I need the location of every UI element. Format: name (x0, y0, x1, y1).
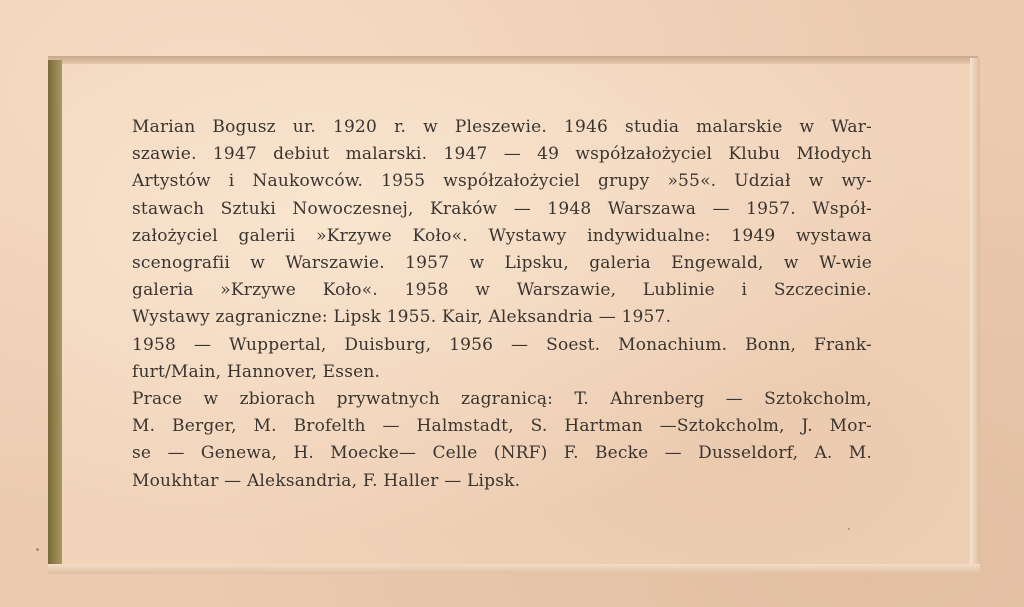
text-line: furt/Main, Hannover, Essen. (132, 361, 381, 382)
biography-text (132, 114, 872, 495)
text-line: szawie. 1947 debiut malarski. 1947 — 49 współzałożyciel Klubu Młodych (132, 144, 872, 165)
text-line: Marian Bogusz ur. 1920 r. w Pleszewie. 1946 studia malarskie w War- (132, 117, 872, 137)
card-edge-top (48, 56, 978, 64)
text-line: Prace w zbiorach prywatnych zagranicą: T. Ahrenberg — Sztokcholm, (132, 389, 872, 410)
text-line: Wystawy zagraniczne: Lipsk 1955. Kair, Aleksandria — 1957. (132, 307, 672, 328)
text-line: założyciel galerii »Krzywe Koło«. Wystawy indywidualne: 1949 wystawa (132, 225, 872, 246)
text-line: Moukhtar — Aleksandria, F. Haller — Lipsk. (132, 470, 521, 491)
text-line: M. Berger, M. Brofelth — Halmstadt, S. Hartman —Sztokcholm, J. Mor- (132, 416, 872, 437)
text-line: se — Genewa, H. Moecke— Celle (NRF) F. Becke — Dusseldorf, A. M. (132, 443, 872, 464)
text-line: Artystów i Naukowców. 1955 współzałożyciel grupy »55«. Udział w wy- (132, 171, 872, 192)
card-edge-bottom (48, 564, 980, 574)
card-edge-left (48, 60, 62, 572)
text-line: stawach Sztuki Nowoczesnej, Kraków — 1948 Warszawa — 1957. Współ- (132, 198, 872, 219)
card-edge-right (970, 58, 980, 572)
paper-speck (36, 548, 39, 551)
text-line: 1958 — Wuppertal, Duisburg, 1956 — Soest. Monachium. Bonn, Frank- (132, 334, 872, 355)
text-line: galeria »Krzywe Koło«. 1958 w Warszawie, Lublinie i Szczecinie. (132, 280, 872, 301)
text-line: scenografii w Warszawie. 1957 w Lipsku, galeria Engewald, w W-wie (132, 253, 872, 274)
paper-speck (848, 528, 850, 530)
